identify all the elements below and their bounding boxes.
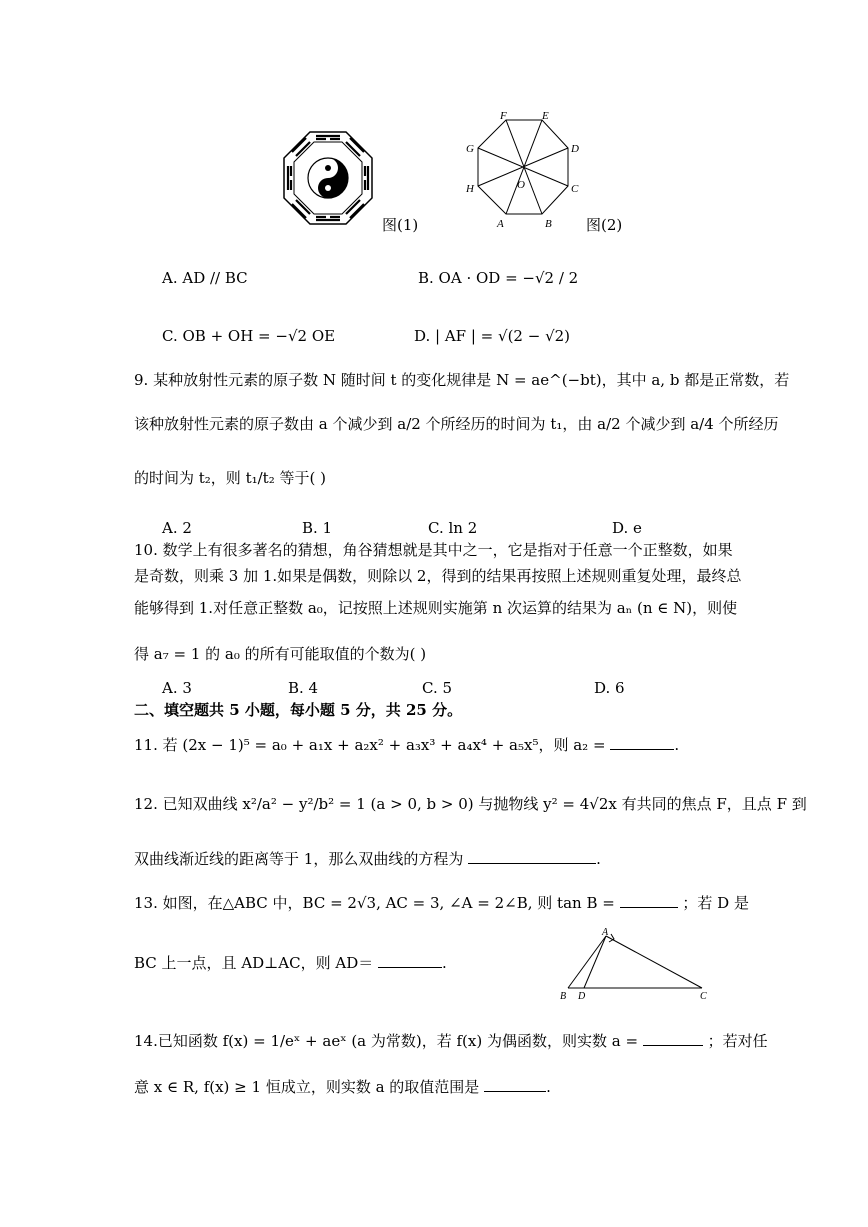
q10-option-b: B. 4 — [288, 679, 319, 697]
q10-line-3: 能够得到 1.对任意正整数 a₀，记按照上述规则实施第 n 次运算的结果为 aₙ (n ∈ N)，则使 — [134, 599, 738, 617]
q11-stem: 11. 若 (2x − 1)⁵ = a₀ + a₁x + a₂x² + a₃x³ + a₄x⁴ + a₅x⁵，则 a₂ = — [134, 736, 606, 754]
q12-stem: 双曲线渐近线的距离等于 1，那么双曲线的方程为 — [134, 850, 464, 868]
q10-option-a: A. 3 — [162, 679, 192, 697]
figure-2-label: 图(2) — [586, 216, 623, 234]
q11-text: 11. 若 (2x − 1)⁵ = a₀ + a₁x + a₂x² + a₃x³ + a₄x⁴ + a₅x⁵，则 a₂ = . — [134, 736, 680, 754]
q14-answer-blank-2[interactable] — [484, 1076, 546, 1092]
q9-line-1: 9. 某种放射性元素的原子数 N 随时间 t 的变化规律是 N = ae^(−bt)，其中 a, b 都是正常数，若 — [134, 371, 790, 389]
vertex-d: D — [571, 143, 579, 155]
triangle-figure — [556, 926, 716, 1002]
q13-line-1 — [134, 892, 749, 913]
q13-stem-c: BC 上一点，且 AD⊥AC，则 AD＝ — [134, 954, 374, 972]
vertex-e: E — [542, 110, 549, 122]
vertex-a: A — [497, 218, 504, 230]
triangle-label-a: A — [602, 927, 609, 938]
q8-option-a: A. AD // BC — [162, 269, 248, 287]
q13-answer-blank-2[interactable] — [378, 952, 442, 968]
octagon-figure — [460, 110, 584, 234]
q14-stem-b: ；若对任 — [707, 1032, 768, 1050]
q14-stem-a: 14.已知函数 f(x) = 1/eˣ + aeˣ (a 为常数)，若 f(x) 为偶函数，则实数 a = — [134, 1032, 639, 1050]
vertex-h: H — [466, 183, 474, 195]
q10-line-4: 得 a₇ = 1 的 a₀ 的所有可能取值的个数为( ) — [134, 645, 427, 663]
q14-answer-blank-1[interactable] — [643, 1030, 703, 1046]
q12-line-2: 双曲线渐近线的距离等于 1，那么双曲线的方程为 . — [134, 850, 601, 868]
q9-line-3: 的时间为 t₂，则 t₁/t₂ 等于( ) — [134, 469, 326, 487]
q14-line-1 — [134, 1030, 768, 1051]
q13-answer-blank-1[interactable] — [620, 892, 678, 908]
q10-option-c: C. 5 — [422, 679, 453, 697]
vertex-b: B — [545, 218, 552, 230]
center-o: O — [517, 179, 525, 191]
q10-line-2: 是奇数，则乘 3 加 1.如果是偶数，则除以 2，得到的结果再按照上述规则重复处理，最终总 — [134, 567, 742, 585]
q9-option-b: B. 1 — [302, 519, 333, 537]
q12-answer-blank[interactable] — [468, 848, 596, 864]
vertex-g: G — [466, 143, 474, 155]
vertex-f: F — [500, 110, 507, 122]
q14-stem-c: 意 x ∈ R, f(x) ≥ 1 恒成立，则实数 a 的取值范围是 — [134, 1078, 480, 1096]
section-2-heading: 二、填空题共 5 小题，每小题 5 分，共 25 分。 — [134, 701, 463, 719]
q10-line-1: 10. 数学上有很多著名的猜想，角谷猜想就是其中之一，它是指对于任意一个正整数，如果 — [134, 541, 733, 559]
vertex-c: C — [571, 183, 579, 195]
q9-line-2: 该种放射性元素的原子数由 a 个减少到 a/2 个所经历的时间为 t₁，由 a/2 个减少到 a/4 个所经历 — [134, 415, 779, 433]
q13-stem-b: ；若 D 是 — [682, 894, 749, 912]
q12-line-1: 12. 已知双曲线 x²/a² − y²/b² = 1 (a > 0, b > 0) 与抛物线 y² = 4√2x 有共同的焦点 F，且点 F 到 — [134, 795, 807, 813]
q14-line-2: 意 x ∈ R, f(x) ≥ 1 恒成立，则实数 a 的取值范围是 . — [134, 1078, 551, 1096]
q8-option-b: B. OA · OD = −√2 / 2 — [418, 269, 579, 287]
q11-answer-blank[interactable] — [610, 734, 674, 750]
triangle-label-b: B — [560, 991, 567, 1002]
triangle-label-d: D — [578, 991, 586, 1002]
q9-option-c: C. ln 2 — [428, 519, 478, 537]
q8-option-d: D. | AF | = √(2 − √2) — [414, 327, 571, 345]
q8-option-c: C. OB + OH = −√2 OE — [162, 327, 336, 345]
q9-option-a: A. 2 — [162, 519, 192, 537]
q13-line-2: BC 上一点，且 AD⊥AC，则 AD＝ . — [134, 954, 447, 972]
triangle-label-c: C — [700, 991, 707, 1002]
q13-stem-a: 13. 如图，在△ABC 中，BC = 2√3, AC = 3, ∠A = 2∠B, 则 tan B = — [134, 894, 615, 912]
q10-option-d: D. 6 — [594, 679, 625, 697]
figure-1-label: 图(1) — [382, 216, 419, 234]
bagua-figure — [280, 128, 376, 232]
q9-option-d: D. e — [612, 519, 642, 537]
